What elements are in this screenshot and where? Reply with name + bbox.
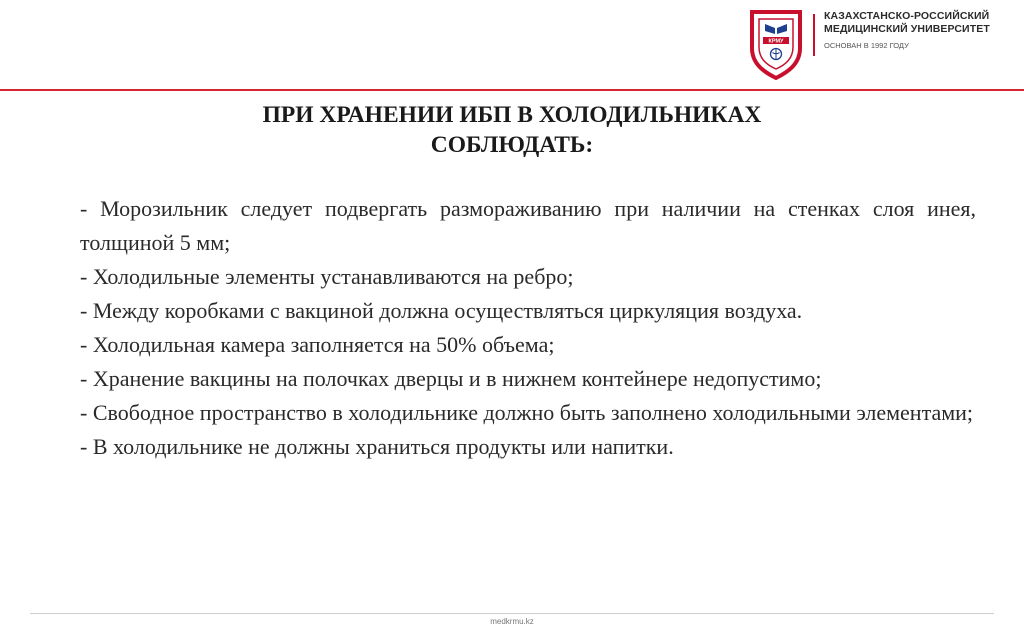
- logo-text: КРМУ: [768, 38, 784, 45]
- list-item: - В холодильнике не должны храниться продукты или напитки.: [80, 434, 674, 459]
- university-name: [824, 10, 990, 36]
- slide-content: [80, 192, 976, 464]
- founded-text: ОСНОВАН В 1992 ГОДУ: [824, 41, 909, 50]
- slide-title-line1: ПРИ ХРАНЕНИИ ИБП В ХОЛОДИЛЬНИКАХ: [262, 102, 762, 128]
- list-item: - Хранение вакцины на полочках дверцы и в нижнем контейнере недопустимо;: [80, 366, 822, 391]
- list-item: - Холодильные элементы устанавливаются на ребро;: [80, 264, 574, 289]
- footer-rule: [30, 613, 994, 614]
- header-rule: [0, 89, 1024, 91]
- university-logo-icon: [746, 8, 806, 80]
- slide-title: [100, 100, 924, 160]
- header: [0, 0, 1024, 92]
- list-item: - Свободное пространство в холодильнике должно быть заполнено холодильными элементами;: [80, 400, 974, 425]
- list-item: - Между коробками с вакциной должна осуществляться циркуляция воздуха.: [80, 298, 803, 323]
- list-item: - Морозильник следует подвергать размораживанию при наличии на стенках слоя инея, толщиной 5 мм;: [80, 196, 976, 255]
- university-name-line2: МЕДИЦИНСКИЙ УНИВЕРСИТЕТ: [824, 23, 990, 35]
- list-item: - Холодильная камера заполняется на 50% объема;: [80, 332, 555, 357]
- slide-title-line2: СОБЛЮДАТЬ:: [430, 132, 594, 158]
- logo-divider: [813, 14, 815, 56]
- footer-website: medkrmu.kz: [490, 617, 534, 626]
- university-name-line1: КАЗАХСТАНСКО-РОССИЙСКИЙ: [824, 10, 990, 22]
